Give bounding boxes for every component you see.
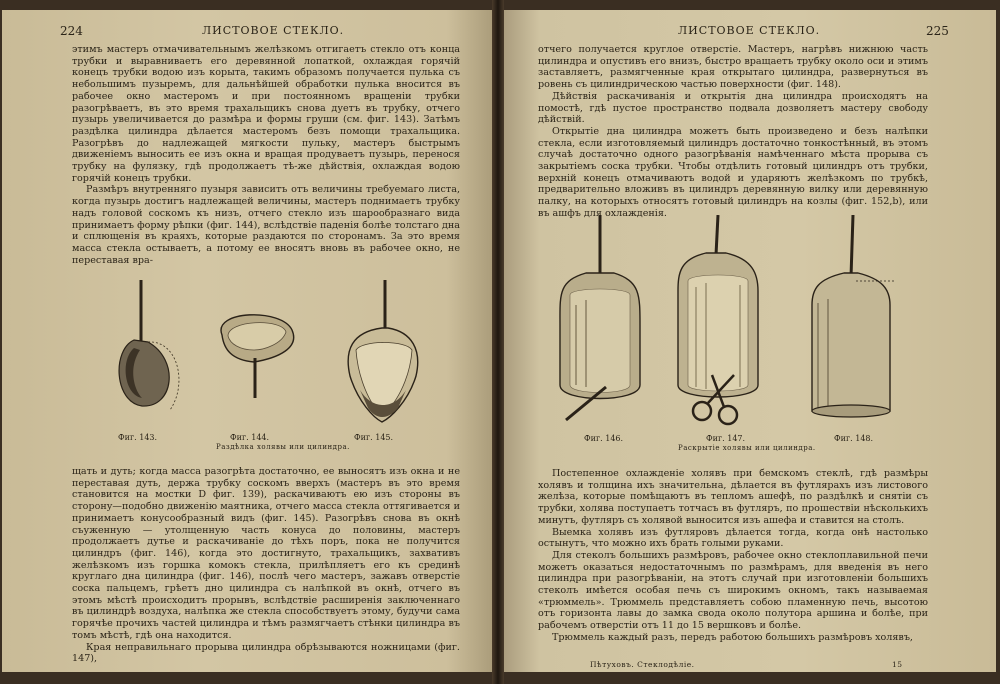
- page-number: 224: [60, 24, 83, 38]
- figure-caption: Раскрытіе холявы или цилиндра.: [678, 444, 816, 452]
- figure-144-label: Фиг. 144.: [230, 433, 270, 442]
- figure-145-label: Фиг. 145.: [354, 433, 394, 442]
- paragraph: Постепенное охлажденіе холявъ при бемскомъ стеклѣ, гдѣ размѣры холявъ и толщина ихъ значительна, дѣлается въ футлярахъ изъ листового желѣза, которые помѣщаютъ въ тепломъ ашефѣ, по раздѣлкѣ и снятіи съ трубки, холява поступаетъ тотчасъ въ футляръ, по прошествіи нѣсколькихъ минутъ, футляръ съ холявой выносится изъ ашефа и ставится на столъ.: [538, 468, 928, 526]
- paragraph: отчего получается круглое отверстіе. Мастеръ, нагрѣвъ нижнюю часть цилиндра и опустивъ его внизъ, быстро вращаетъ трубку около оси и этимъ заставляетъ, размягченные края открытаго цилиндра, развернуться въ ровень съ цилиндрическою частью поверхности (фиг. 148).: [538, 44, 928, 91]
- page-number: 225: [926, 24, 949, 38]
- figure-148-label: Фиг. 148.: [834, 434, 874, 443]
- paragraph: щать и дуть; когда масса разогрѣта достаточно, ее выносятъ изъ окна и не переставая дуть, держа трубку соскомъ вверхъ (мастеръ въ это время становится на мостки D фиг. 139), раскачиваютъ ею изъ стороны въ сторону—подобно движенію маятника, отчего масса стекла оттягивается и принимаетъ конусообразный видъ (фиг. 145). Разогрѣвъ снова въ окнѣ съуженную — утолщенную часть конуса до половины, мастеръ продолжаетъ дутье и раскачиваніе до тѣхъ поръ, пока не получится цилиндръ (фиг. 146), когда это достигнуто, трахальщикъ, захвативъ желѣзкомъ изъ горшка комокъ стекла, прилѣпляетъ его къ срединѣ круглаго дна цилиндра (фиг. 146), послѣ чего мастеръ, зажавъ отверстіе соска пальцемъ, грѣетъ дно цилиндра съ налѣпкой въ окнѣ, отчего въ этомъ мѣстѣ происходитъ прорывъ, вслѣдствіе расширенія заключеннаго въ цилиндрѣ воздуха, налѣпка же стекла способствуетъ этому, будучи сама горячѣе прочихъ частей цилиндра и тѣмъ размягчаетъ стѣнки цилиндра въ томъ мѣстѣ, гдѣ она находится.: [72, 466, 460, 641]
- paragraph: Для стеколъ большихъ размѣровъ, рабочее окно стеклоплавильной печи можетъ оказаться недостаточнымъ по размѣрамъ, для введенія въ него цилиндра при разогрѣваніи, на этотъ случай при изготовленіи большихъ стеколъ имѣется особая печь съ широкимъ окномъ, такъ называемая «трюммель». Трюммель представляетъ собою пламенную печь, высотою отъ горизонта лавы до замка свода около полутора аршина и болѣе, при рабочемъ отверстіи отъ 11 до 15 вершковъ и болѣе.: [538, 549, 928, 632]
- figure-143-illustration: [119, 280, 179, 410]
- top-text-block: [538, 44, 928, 220]
- paragraph: этимъ мастеръ отмачивательнымъ желѣзкомъ отгигаетъ стекло отъ конца трубки и выравниваетъ его деревянной лопаткой, охлаждая горячій конецъ трубки водою изъ корыта, такимъ образомъ получается пулька съ небольшимъ пузыремъ, для дальнѣйшей обработки пулька вносится въ рабочее окно мастеромъ и при постоянномъ вращеніи трубки разогрѣваетъ, въ это время трахальщикъ снова дуетъ въ трубку, отчего пузырь увеличивается до размѣра и формы груши (см. фиг. 143). Затѣмъ раздѣлка цилиндра дѣлается мастеромъ безъ помощи трахальщика. Разогрѣвъ до надлежащей мягкости пульку, мастеръ быстрымъ движеніемъ выносить ее изъ окна и вращая продуваетъ пузырь, перенося трубку на фулязку, гдѣ продолжаетъ тѣ-же дѣйствія, охлаждая водою горячій конецъ трубки.: [72, 44, 460, 184]
- figure-caption: Раздѣлка холявы или цилиндра.: [216, 443, 350, 451]
- bottom-text-block: [72, 466, 460, 665]
- figures-146-148: [556, 215, 936, 435]
- paragraph: Выемка холявъ изъ футляровъ дѣлается тогда, когда онѣ настолько остынутъ, что можно ихъ брать голыми руками.: [538, 526, 928, 550]
- figure-146-illustration: [560, 215, 640, 420]
- paragraph: Края неправильнаго прорыва цилиндра обрѣзываются ножницами (фиг. 147),: [72, 641, 460, 665]
- figure-148-illustration: [812, 215, 896, 417]
- right-page: [500, 10, 996, 672]
- running-head: ЛИСТОВОЕ СТЕКЛО.: [678, 24, 821, 37]
- paragraph: Дѣйствія раскачиванія и открытія дна цилиндра происходятъ на помостѣ, гдѣ пустое пространство подвала дозволяетъ мастеру свободу дѣйствій.: [538, 90, 928, 126]
- figure-143-label: Фиг. 143.: [118, 433, 158, 442]
- top-text-block: [72, 44, 460, 266]
- running-head: ЛИСТОВОЕ СТЕКЛО.: [202, 24, 345, 37]
- figure-146-label: Фиг. 146.: [584, 434, 624, 443]
- figures-143-145: [82, 280, 462, 440]
- figure-147-label: Фиг. 147.: [706, 434, 746, 443]
- book-gutter: [492, 0, 504, 684]
- figure-145-illustration: [348, 280, 418, 422]
- paragraph: Трюммель каждый разъ, передъ работою большихъ размѣровъ холявъ,: [552, 631, 913, 643]
- left-page: [2, 10, 496, 672]
- sheet-number: 15: [892, 660, 903, 669]
- figure-147-illustration: [678, 215, 758, 424]
- figure-144-illustration: [221, 315, 294, 398]
- printer-signature: Пѣтуховъ. Стеклодѣліе.: [590, 660, 695, 669]
- paragraph: Размѣръ внутренняго пузыря зависитъ отъ величины требуемаго листа, когда пузырь достигъ надлежащей величины, мастеръ поднимаетъ трубку надъ головой соскомъ къ низъ, отчего стекло изъ шарообразнаго вида принимаетъ форму рѣпки (фиг. 144), вслѣдствіе паденія болѣе толстаго дна и сплющенія въ краяхъ, которые раздаются по сторонамъ. За это время масса стекла остываетъ, а потому ее вносятъ вновь въ рабочее окно, не переставая вра-: [72, 184, 460, 266]
- bottom-text-block: [538, 468, 928, 644]
- paragraph: Открытіе дна цилиндра можетъ быть произведено и безъ налѣпки стекла, если изготовляемый цилиндръ достаточно тонкостѣнный, въ этомъ случаѣ достаточно одного разогрѣванія намѣченнаго мѣста прорыва съ закрытіемъ соска трубки. Чтобы отдѣлить готовый цилиндръ отъ трубки, верхній конецъ отмачиваютъ водой и ударяютъ желѣзкомъ по трубкѣ, предварительно вложивъ въ цилиндръ деревянную вилку или деревянную палку, на которыхъ относятъ готовый цилиндръ на козлы (фиг. 152,b), или въ ашфъ для охлажденія.: [538, 125, 928, 219]
